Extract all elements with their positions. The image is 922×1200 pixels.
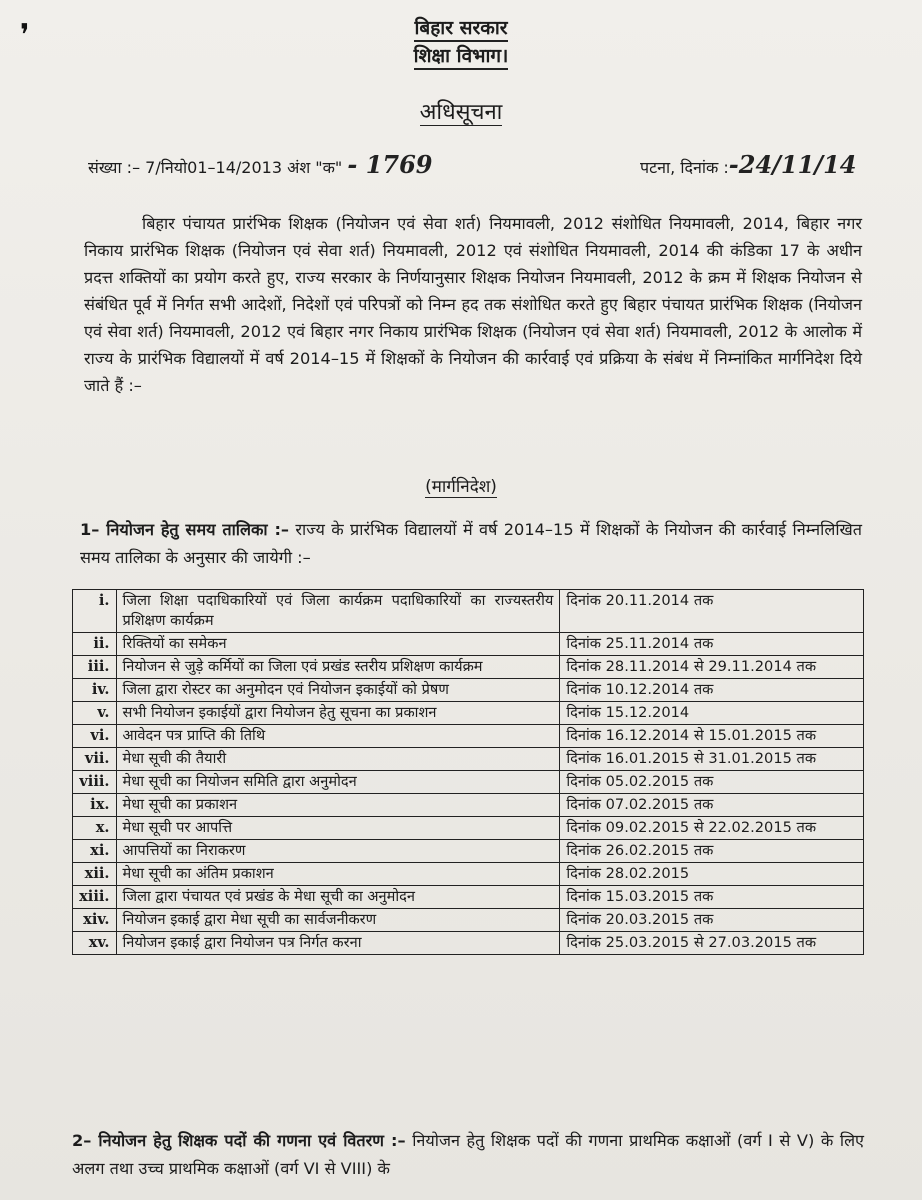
- handwritten-number: - 1769: [347, 150, 433, 179]
- table-row: [73, 702, 864, 725]
- row-date: दिनांक 20.11.2014 तक: [560, 590, 864, 633]
- row-number: iii.: [73, 656, 117, 679]
- table-row: [73, 725, 864, 748]
- section-1: [80, 516, 862, 572]
- row-activity: मेधा सूची पर आपत्ति: [116, 817, 560, 840]
- row-number: xii.: [73, 863, 117, 886]
- row-activity: मेधा सूची का प्रकाशन: [116, 794, 560, 817]
- row-activity: नियोजन इकाई द्वारा मेधा सूची का सार्वजनीकरण: [116, 909, 560, 932]
- row-number: xi.: [73, 840, 117, 863]
- row-date: दिनांक 07.02.2015 तक: [560, 794, 864, 817]
- row-number: xv.: [73, 932, 117, 955]
- row-activity: आपत्तियों का निराकरण: [116, 840, 560, 863]
- reference-number: [88, 150, 433, 179]
- table-row: [73, 886, 864, 909]
- row-date: दिनांक 09.02.2015 से 22.02.2015 तक: [560, 817, 864, 840]
- table-row: [73, 817, 864, 840]
- row-activity: जिला द्वारा पंचायत एवं प्रखंड के मेधा सूची का अनुमोदन: [116, 886, 560, 909]
- schedule-table: [72, 589, 864, 955]
- section-2: [72, 1127, 864, 1183]
- table-row: [73, 863, 864, 886]
- row-date: दिनांक 26.02.2015 तक: [560, 840, 864, 863]
- place-date-label: पटना, दिनांक :: [640, 158, 729, 177]
- row-number: ix.: [73, 794, 117, 817]
- guidelines-title: (मार्गनिदेश): [425, 477, 497, 497]
- place-date: [640, 150, 856, 179]
- intro-paragraph: बिहार पंचायत प्रारंभिक शिक्षक (नियोजन एवं सेवा शर्त) नियमावली, 2012 संशोधित नियमावली, 2014, बिहार नगर निकाय प्रारंभिक शिक्षक (नियोजन एवं सेवा शर्त) नियमावली, 2012 एवं संशोधित नियमावली, 2014 की कंडिका 17 के अधीन प्रदत्त शक्तियों का प्रयोग करते हुए, राज्य सरकार के निर्णयानुसार शिक्षक नियोजन नियमावली, 2012 के क्रम में शिक्षक नियोजन से संबंधित पूर्व में निर्गत सभी आदेशों, निदेशों एवं परिपत्रों को निम्न हद तक संशोधित करते हुए बिहार पंचायत प्रारंभिक शिक्षक (नियोजन एवं सेवा शर्त) नियमावली, 2012 एवं बिहार नगर निकाय प्रारंभिक शिक्षक (नियोजन एवं सेवा शर्त) नियमावली, 2012 के आलोक में राज्य के प्रारंभिक विद्यालयों में वर्ष 2014–15 में शिक्षकों के नियोजन की कार्रवाई एवं प्रक्रिया के संबंध में निम्नांकित मार्गनिदेश दिये जाते हैं :–: [84, 214, 862, 395]
- table-row: [73, 909, 864, 932]
- department-heading: शिक्षा विभाग।: [0, 42, 922, 68]
- row-number: iv.: [73, 679, 117, 702]
- row-date: दिनांक 16.12.2014 से 15.01.2015 तक: [560, 725, 864, 748]
- section-2-text: नियोजन हेतु शिक्षक पदों की गणना प्राथमिक कक्षाओं (वर्ग I से V) के लिए अलग तथा उच्च प्राथमिक कक्षाओं (वर्ग VI से VIII) के: [72, 1131, 864, 1178]
- punch-hole-mark: ❜: [20, 18, 30, 53]
- row-date: दिनांक 28.11.2014 से 29.11.2014 तक: [560, 656, 864, 679]
- row-activity: सभी नियोजन इकाईयों द्वारा नियोजन हेतु सूचना का प्रकाशन: [116, 702, 560, 725]
- table-row: [73, 771, 864, 794]
- row-activity: आवेदन पत्र प्राप्ति की तिथि: [116, 725, 560, 748]
- table-row: [73, 840, 864, 863]
- table-row: [73, 794, 864, 817]
- row-date: दिनांक 20.03.2015 तक: [560, 909, 864, 932]
- row-date: दिनांक 25.03.2015 से 27.03.2015 तक: [560, 932, 864, 955]
- row-date: दिनांक 28.02.2015: [560, 863, 864, 886]
- table-row: [73, 748, 864, 771]
- row-activity: नियोजन इकाई द्वारा नियोजन पत्र निर्गत करना: [116, 932, 560, 955]
- row-number: ii.: [73, 633, 117, 656]
- row-date: दिनांक 16.01.2015 से 31.01.2015 तक: [560, 748, 864, 771]
- notice-title: अधिसूचना: [419, 100, 503, 125]
- row-date: दिनांक 15.03.2015 तक: [560, 886, 864, 909]
- government-heading: बिहार सरकार: [0, 14, 922, 40]
- section-2-heading: 2– नियोजन हेतु शिक्षक पदों की गणना एवं वितरण :–: [72, 1131, 406, 1150]
- row-activity: रिक्तियों का समेकन: [116, 633, 560, 656]
- row-number: v.: [73, 702, 117, 725]
- table-row: [73, 932, 864, 955]
- row-date: दिनांक 25.11.2014 तक: [560, 633, 864, 656]
- row-activity: जिला शिक्षा पदाधिकारियों एवं जिला कार्यक्रम पदाधिकारियों का राज्यस्तरीय प्रशिक्षण कार्यक्रम: [116, 590, 560, 633]
- row-date: दिनांक 15.12.2014: [560, 702, 864, 725]
- handwritten-date: -24/11/14: [728, 150, 857, 179]
- table-row: [73, 633, 864, 656]
- row-activity: मेधा सूची का अंतिम प्रकाशन: [116, 863, 560, 886]
- row-number: x.: [73, 817, 117, 840]
- table-row: [73, 679, 864, 702]
- row-date: दिनांक 10.12.2014 तक: [560, 679, 864, 702]
- reference-label: संख्या :– 7/नियो01–14/2013 अंश "क": [88, 158, 343, 177]
- row-number: xiii.: [73, 886, 117, 909]
- section-1-heading: 1– नियोजन हेतु समय तालिका :–: [80, 520, 290, 539]
- row-activity: नियोजन से जुड़े कर्मियों का जिला एवं प्रखंड स्तरीय प्रशिक्षण कार्यक्रम: [116, 656, 560, 679]
- section-1-text: राज्य के प्रारंभिक विद्यालयों में वर्ष 2014–15 में शिक्षकों के नियोजन की कार्रवाई निम्नलिखित समय तालिका के अनुसार की जायेगी :–: [80, 520, 862, 567]
- table-row: [73, 590, 864, 633]
- row-date: दिनांक 05.02.2015 तक: [560, 771, 864, 794]
- row-number: vi.: [73, 725, 117, 748]
- row-number: i.: [73, 590, 117, 633]
- table-row: [73, 656, 864, 679]
- row-activity: मेधा सूची की तैयारी: [116, 748, 560, 771]
- row-activity: जिला द्वारा रोस्टर का अनुमोदन एवं नियोजन इकाईयों को प्रेषण: [116, 679, 560, 702]
- row-number: xiv.: [73, 909, 117, 932]
- row-number: viii.: [73, 771, 117, 794]
- row-activity: मेधा सूची का नियोजन समिति द्वारा अनुमोदन: [116, 771, 560, 794]
- row-number: vii.: [73, 748, 117, 771]
